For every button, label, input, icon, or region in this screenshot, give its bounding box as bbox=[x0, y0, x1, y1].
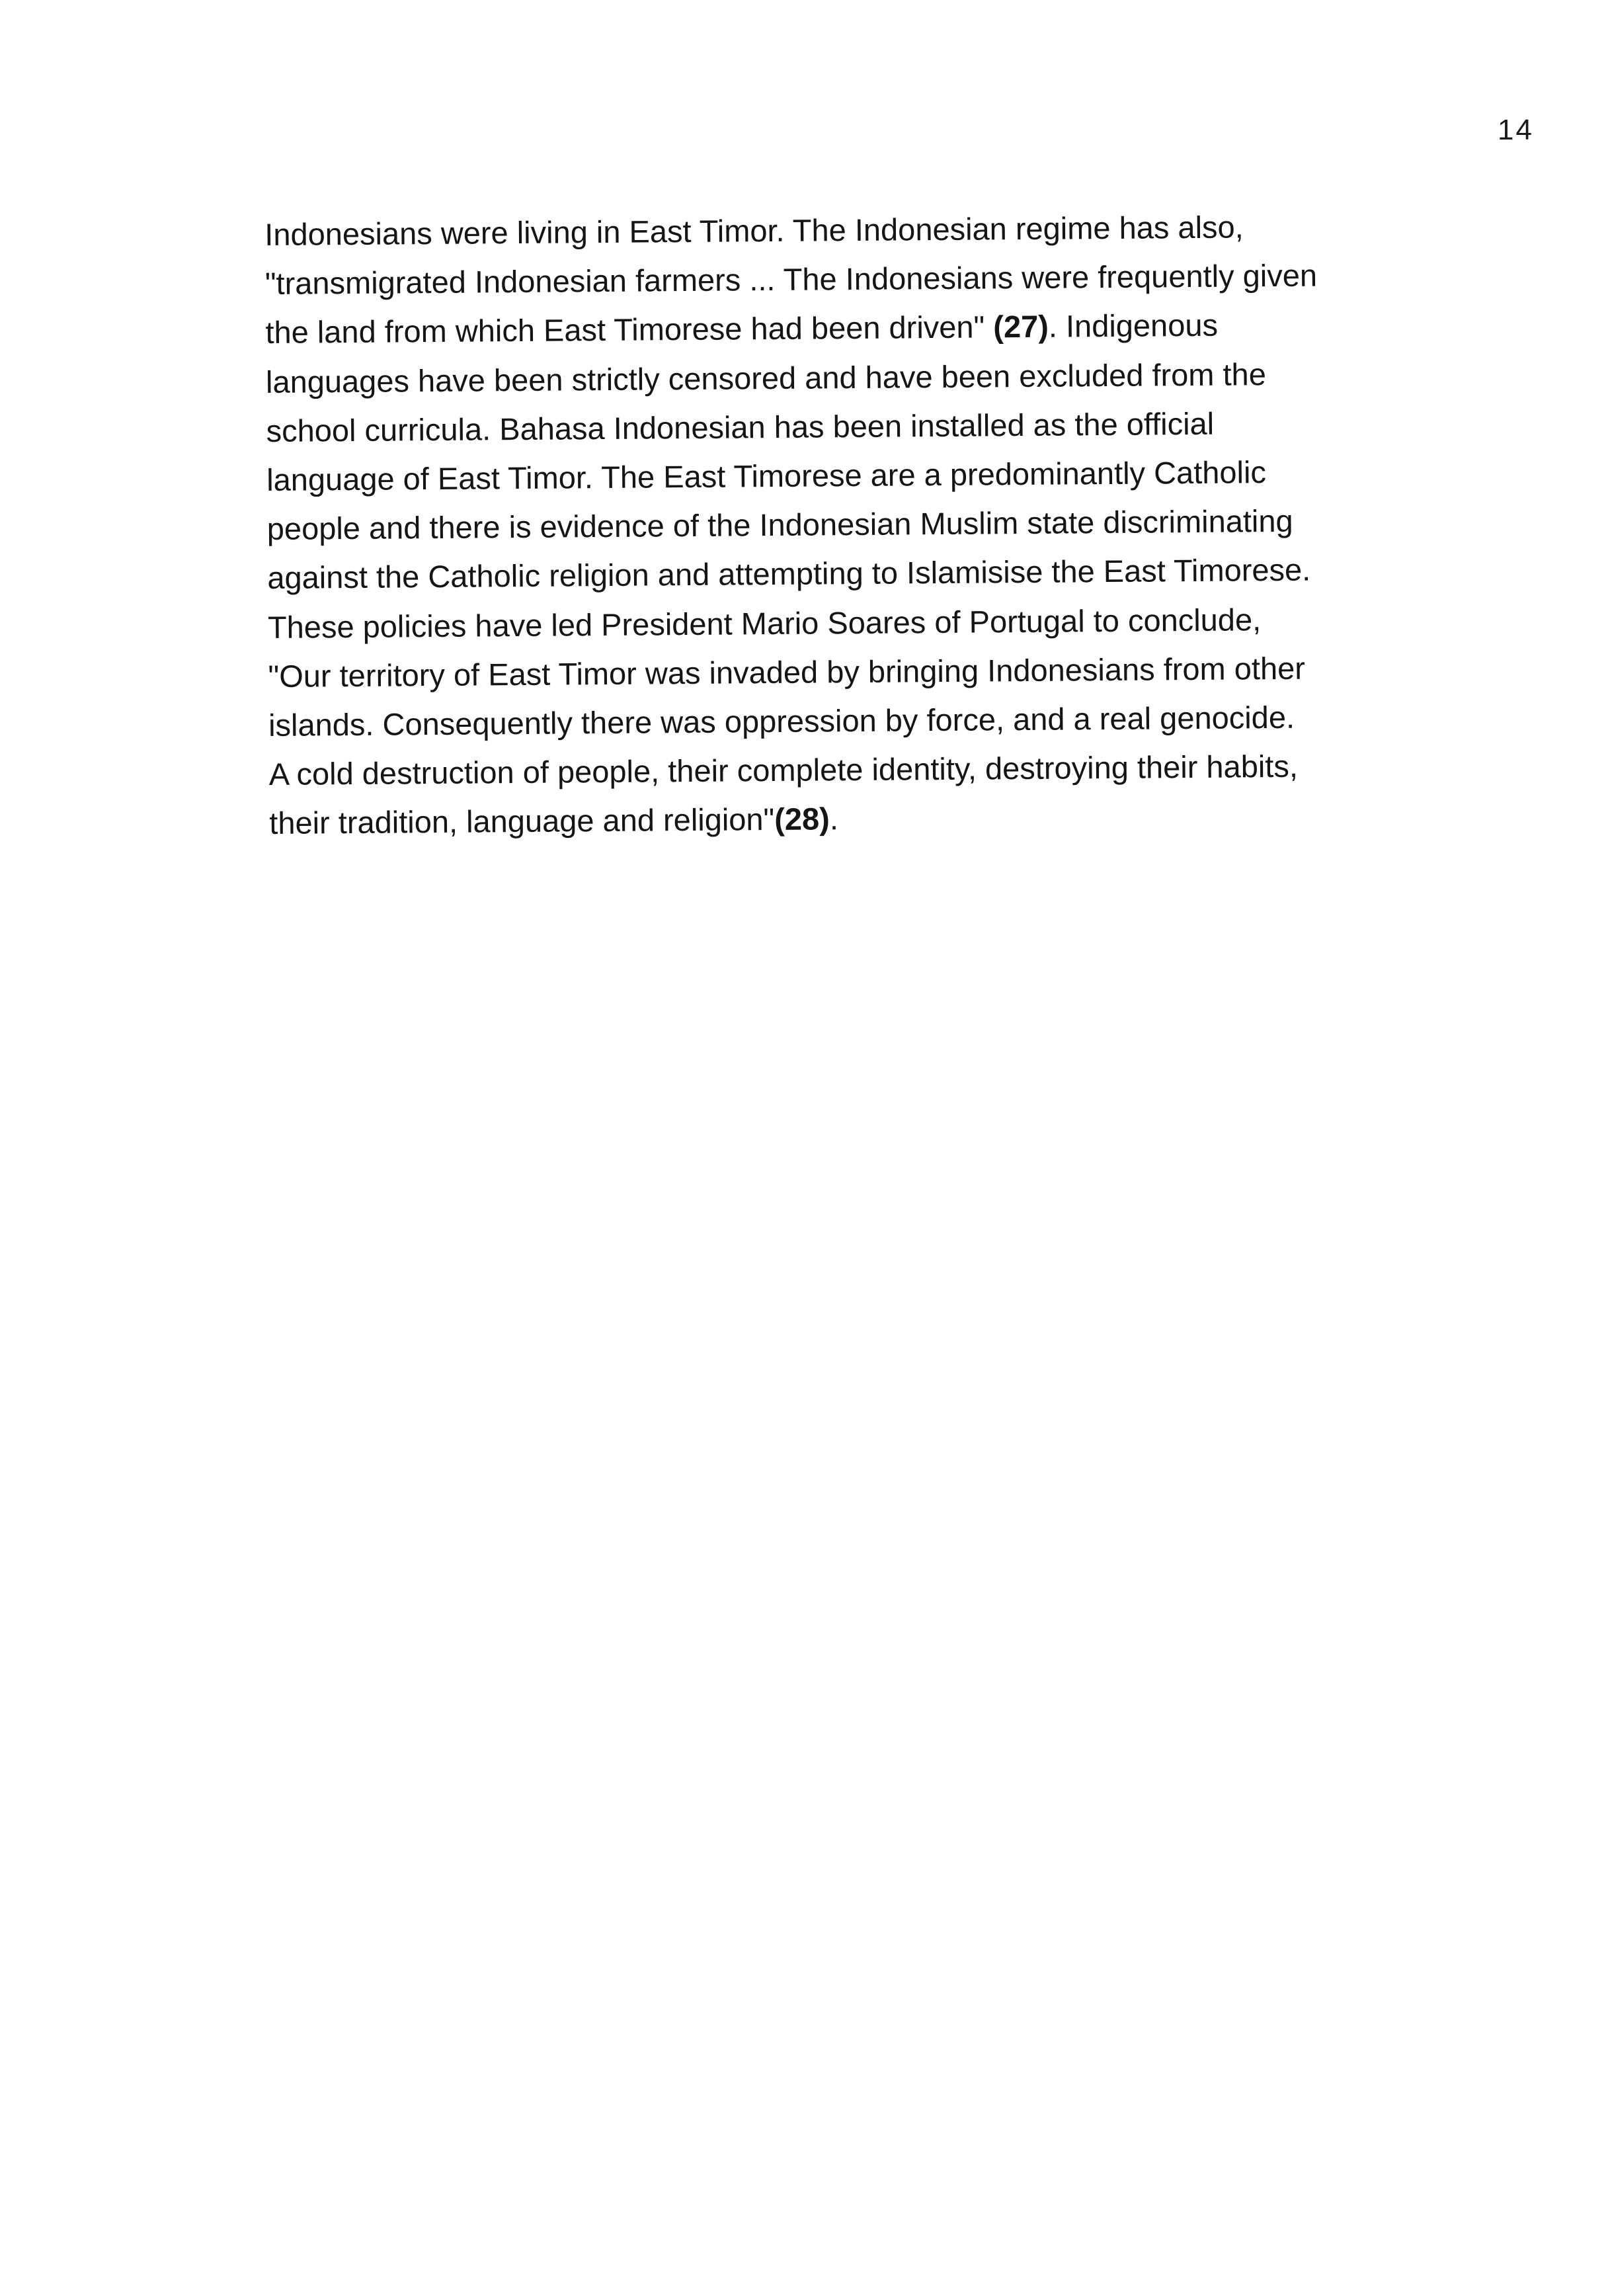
text-line: languages have been strictly censored and have been excluded from the bbox=[265, 356, 1267, 399]
text-line: against the Catholic religion and attempting to Islamisise the East Timorese. bbox=[267, 552, 1311, 596]
text-line: people and there is evidence of the Indonesian Muslim state discriminating bbox=[266, 503, 1293, 547]
text-line: language of East Timor. The East Timorese are a predominantly Catholic bbox=[266, 454, 1267, 498]
body-paragraph bbox=[264, 201, 1447, 848]
text-segment: . bbox=[829, 801, 839, 837]
text-line: school curricula. Bahasa Indonesian has been installed as the official bbox=[266, 405, 1215, 448]
page-number: 14 bbox=[1498, 114, 1534, 146]
text-line bbox=[265, 299, 1443, 357]
text-line: Indonesians were living in East Timor. The Indonesian regime has also, bbox=[264, 209, 1244, 252]
text-segment: the land from which East Timorese had been driven" bbox=[265, 309, 994, 350]
text-line: "transmigrated Indonesian farmers ... The Indonesians were frequently given bbox=[264, 257, 1318, 302]
text-line: These policies have led President Mario Soares of Portugal to conclude, bbox=[267, 601, 1262, 645]
text-line: islands. Consequently there was oppression by force, and a real genocide. bbox=[268, 699, 1295, 743]
text-line: "Our territory of East Timor was invaded by bringing Indonesians from other bbox=[268, 650, 1306, 694]
text-line: A cold destruction of people, their complete identity, destroying their habits, bbox=[268, 748, 1299, 792]
citation-28: (28) bbox=[774, 801, 830, 837]
text-line bbox=[269, 790, 1447, 848]
text-segment: . Indigenous bbox=[1048, 308, 1219, 345]
citation-27: (27) bbox=[993, 309, 1049, 345]
text-segment: their tradition, language and religion" bbox=[269, 801, 775, 841]
